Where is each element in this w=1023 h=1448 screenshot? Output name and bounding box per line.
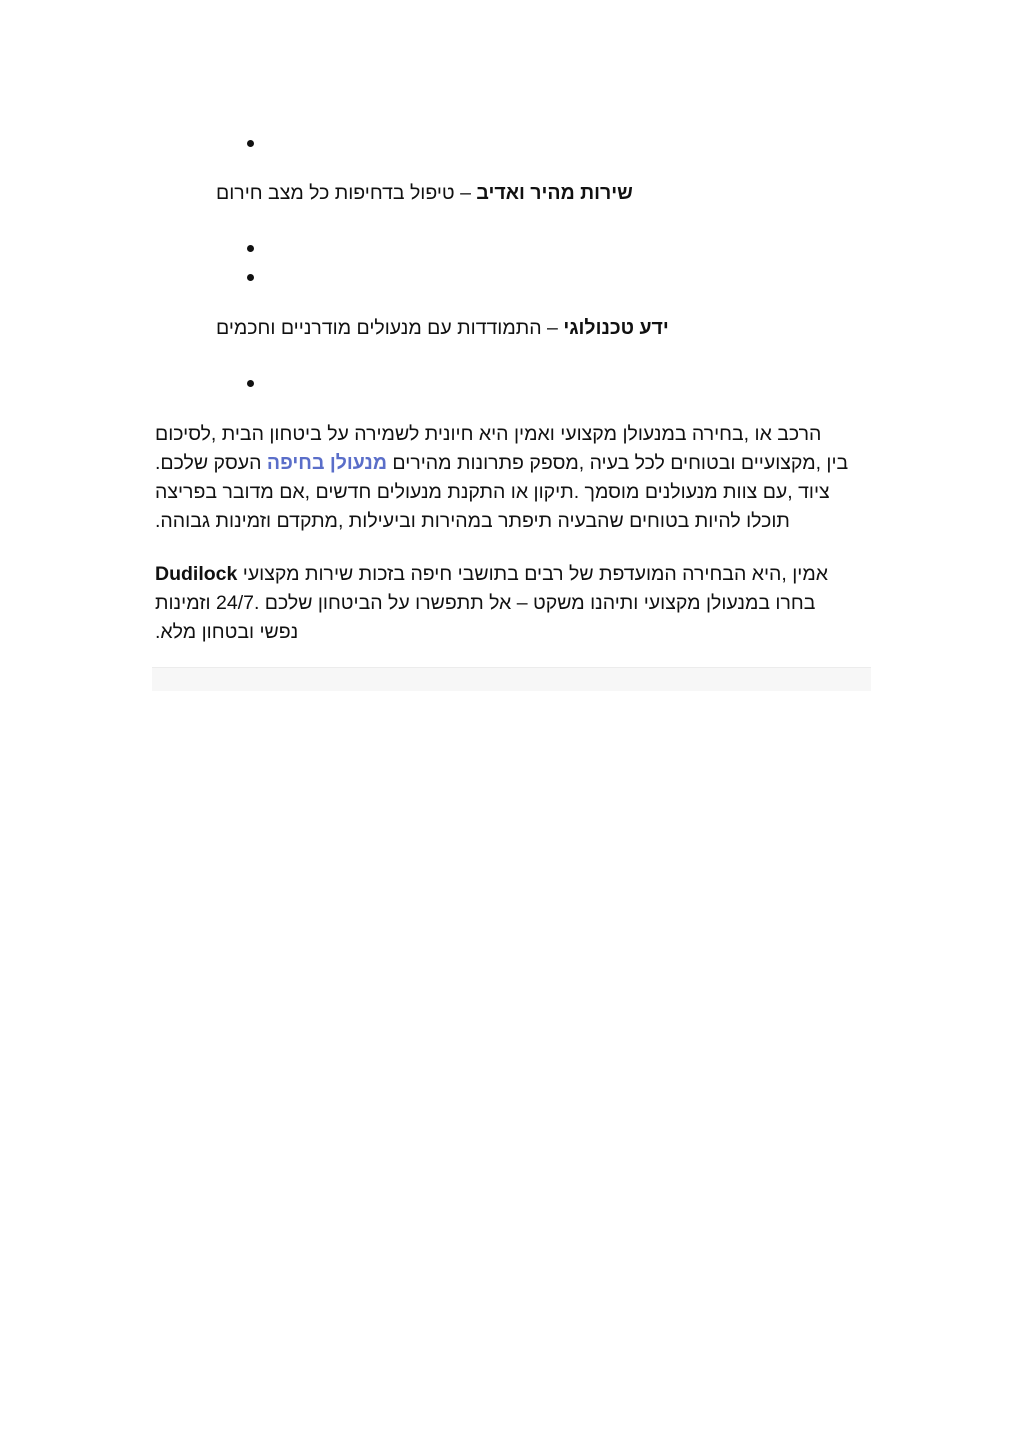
brand-name: Dudilock: [155, 563, 238, 585]
closing-line: בחרו במנעולן מקצועי ותיהנו משקט – אל תתפשרו על הביטחון שלכם .24/7 וזמינות: [155, 592, 816, 614]
locksmith-haifa-link[interactable]: מנעולן בחיפה: [266, 452, 387, 474]
footer-band: [152, 667, 871, 691]
feature-title: ידע טכנולוגי: [563, 317, 669, 339]
feature-item-fast-service: [216, 179, 633, 208]
list-bullet: [247, 140, 254, 147]
summary-line: .תוכלו להיות בטוחים שהבעיה תיפתר במהירות וביעילות ,מתקדם וזמינות גבוהה: [155, 510, 790, 532]
feature-dash: –: [547, 317, 558, 339]
list-bullet: [247, 245, 254, 252]
summary-line: הרכב או ,בחירה במנעולן מקצועי ואמין היא חיונית לשמירה על ביטחון הבית ,לסיכום: [155, 423, 822, 445]
feature-dash: –: [460, 182, 471, 204]
closing-line: Dudilock אמין ,היא הבחירה המועדפת של רבים בתושבי חיפה בזכות שירות מקצועי: [155, 563, 828, 585]
feature-description: התמודדות עם מנעולים מודרניים וחכמים: [216, 317, 542, 339]
list-bullet: [247, 380, 254, 387]
feature-description: טיפול בדחיפות כל מצב חירום: [216, 182, 455, 204]
feature-item-tech-knowledge: [216, 314, 669, 343]
summary-line: .העסק שלכם מנעולן בחיפה בין ,מקצועיים ובטוחים לכל בעיה ,מספק פתרונות מהירים: [155, 452, 849, 474]
closing-line: .נפשי ובטחון מלא: [155, 621, 299, 643]
feature-title: שירות מהיר ואדיב: [476, 182, 633, 204]
summary-line: ציוד ,עם צוות מנעולנים מוסמך .תיקון או התקנת מנעולים חדשים ,אם מדובר בפריצה: [155, 481, 830, 503]
list-bullet: [247, 274, 254, 281]
